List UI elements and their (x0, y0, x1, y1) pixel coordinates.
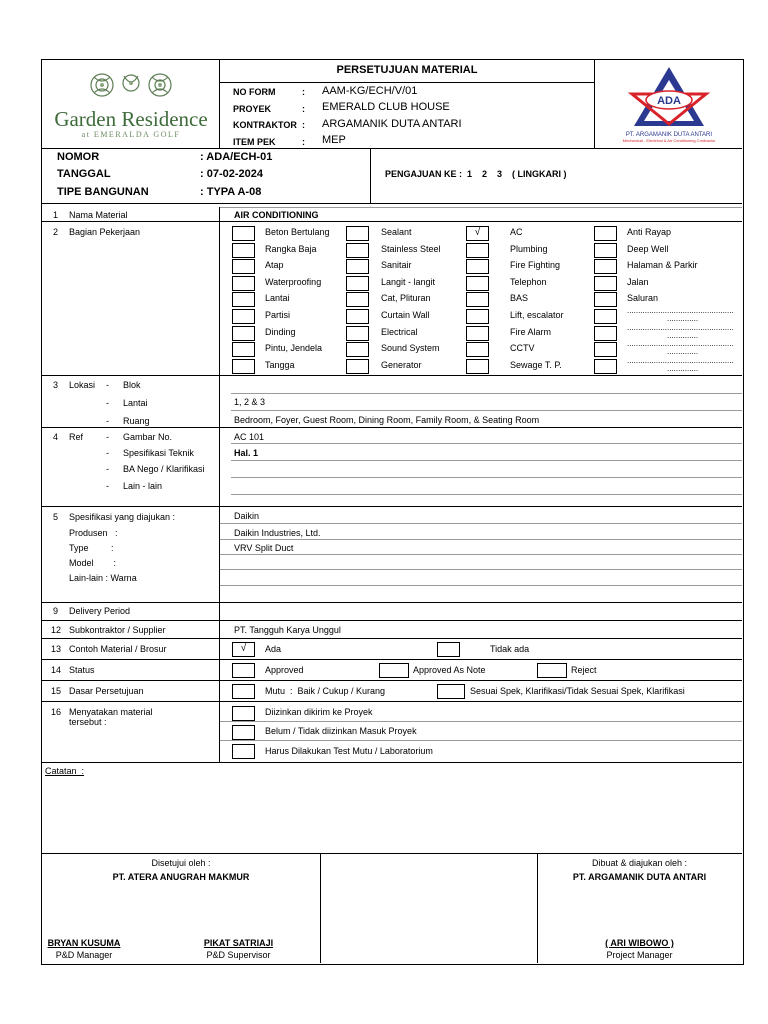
brand-logo (44, 68, 218, 140)
bagian-col4-label-2: Halaman & Parkir (627, 260, 698, 271)
bagian-col2-label-2: Sanitair (381, 260, 412, 271)
bagian-col2-label-4: Cat, Plituran (381, 293, 431, 304)
test-mutu-label: Harus Dilakukan Test Mutu / Laboratorium (265, 746, 433, 756)
approved-as-note-checkbox[interactable] (379, 663, 409, 678)
menyatakan-label: Menyatakan material tersebut : (69, 707, 153, 727)
bagian-col4-label-0: Anti Rayap (627, 227, 672, 237)
row-number: 5 (53, 512, 59, 522)
bagian-col1-checkbox-2[interactable] (232, 259, 255, 274)
field-label: KONTRAKTOR (233, 120, 297, 130)
bagian-col3-label-0: AC (510, 227, 523, 237)
blank-line-dots: .............. (667, 314, 699, 323)
bagian-col4-checkbox-6[interactable] (594, 326, 617, 341)
form-title: PERSETUJUAN MATERIAL (336, 64, 478, 76)
bagian-col2-label-5: Curtain Wall (381, 310, 430, 320)
blank-line-dots: ................................................ (627, 339, 734, 349)
blank-line-dots: ................................................ (627, 322, 734, 332)
field-sep: : (302, 104, 305, 114)
tidak-ada-checkbox[interactable] (437, 642, 460, 657)
spesifikasi-label: Spesifikasi yang diajukan : (69, 512, 176, 522)
kontraktor-value: ARGAMANIK DUTA ANTARI (322, 118, 462, 130)
delivery-label: Delivery Period (69, 606, 131, 616)
lokasi-ruang-label: Ruang (123, 416, 150, 426)
bagian-col3-label-4: BAS (510, 293, 529, 304)
mutu-label: Mutu : Baik / Cukup / Kurang (265, 686, 386, 696)
bagian-col2-checkbox-1[interactable] (346, 243, 369, 258)
disetujui-title: Disetujui oleh : (151, 858, 211, 868)
bagian-col2-label-0: Sealant (381, 227, 412, 237)
blank-line-dots: .............. (667, 363, 699, 373)
bagian-col3-label-1: Plumbing (510, 243, 548, 254)
belum-diizinkan-checkbox[interactable] (232, 725, 255, 740)
bagian-col1-label-0: Beton Bertulang (265, 227, 330, 237)
bagian-col3-checkbox-4[interactable] (466, 292, 489, 307)
row-number: 13 (51, 644, 62, 654)
bagian-col3-checkbox-0[interactable]: √ (466, 226, 489, 241)
field-label: PROYEK (233, 104, 272, 114)
bagian-col4-checkbox-4[interactable] (594, 292, 617, 307)
bagian-col3-checkbox-7[interactable] (466, 342, 489, 357)
diizinkan-checkbox[interactable] (232, 706, 255, 721)
bagian-col2-checkbox-7[interactable] (346, 342, 369, 357)
row-number: 4 (53, 432, 59, 442)
type-value: VRV Split Duct (234, 543, 294, 553)
bagian-col3-label-3: Telephon (510, 276, 547, 287)
belum-diizinkan-label: Belum / Tidak diizinkan Masuk Proyek (265, 726, 417, 736)
approved-label: Approved (265, 665, 304, 675)
bagian-col2-label-1: Stainless Steel (381, 243, 441, 254)
bagian-col3-checkbox-6[interactable] (466, 326, 489, 341)
bagian-col4-label-4: Saluran (627, 293, 659, 304)
bagian-col1-checkbox-7[interactable] (232, 342, 255, 357)
bagian-col4-label-3: Jalan (627, 276, 649, 287)
ref-dash: - (106, 448, 109, 458)
sesuai-spek-label: Sesuai Spek, Klarifikasi/Tidak Sesuai Spek, Klarifikasi (470, 686, 685, 696)
ref-ba-nego-label: BA Nego / Klarifikasi (123, 464, 205, 474)
produsen-label: Produsen : (69, 528, 118, 538)
field-sep: : (302, 137, 305, 147)
item-pek-value: MEP (322, 134, 346, 146)
field-sep: : (302, 120, 305, 130)
blank-line-dots: ................................................ (627, 355, 734, 365)
row-number: 16 (51, 707, 62, 717)
ref-dash: - (106, 481, 109, 491)
ada-triangle-logo-icon (614, 64, 724, 130)
bagian-col1-checkbox-3[interactable] (232, 276, 255, 291)
logo-text: ADA (657, 95, 681, 107)
bagian-col3-label-2: Fire Fighting (510, 260, 561, 271)
bagian-col1-label-7: Pintu, Jendela (265, 343, 323, 354)
leaf-ornament-icon (44, 68, 218, 102)
bagian-col1-label-4: Lantai (265, 293, 290, 304)
model-label: Model : (69, 558, 117, 568)
row-number: 14 (51, 665, 62, 675)
bagian-col3-checkbox-3[interactable] (466, 276, 489, 291)
brand-name: Garden Residence (54, 107, 208, 131)
bagian-col3-checkbox-2[interactable] (466, 259, 489, 274)
row-number: 9 (53, 606, 59, 616)
lokasi-ruang-value: Bedroom, Foyer, Guest Room, Dining Room, Family Room, & Seating Room (234, 415, 540, 425)
tanggal-value: : 07-02-2024 (200, 168, 263, 180)
type-label: Type : (69, 543, 114, 553)
row-number: 3 (53, 380, 59, 390)
bagian-col1-checkbox-5[interactable] (232, 309, 255, 324)
bagian-col3-label-7: CCTV (510, 343, 535, 354)
bagian-col3-label-8: Sewage T. P. (510, 359, 562, 370)
proyek-value: EMERALD CLUB HOUSE (322, 101, 450, 113)
ada-label: Ada (265, 644, 282, 654)
bagian-col3-checkbox-5[interactable] (466, 309, 489, 324)
nomor-label: NOMOR (57, 151, 100, 163)
blank-line-dots: .............. (667, 330, 699, 340)
signatory-1-role: P&D Manager (55, 950, 113, 960)
diizinkan-label: Diizinkan dikirim ke Proyek (265, 707, 373, 717)
bagian-col4-label-1: Deep Well (627, 243, 669, 254)
catatan-area[interactable] (42, 778, 742, 853)
signatory-2-name: PIKAT SATRIAJI (203, 938, 274, 948)
tidak-ada-label: Tidak ada (490, 644, 530, 654)
dibuat-title: Dibuat & diajukan oleh : (591, 858, 688, 868)
ref-gambar-label: Gambar No. (123, 432, 173, 442)
bagian-col2-checkbox-3[interactable] (346, 276, 369, 291)
row-number: 1 (53, 210, 59, 220)
row-number: 12 (51, 625, 62, 635)
tanggal-label: TANGGAL (57, 168, 111, 180)
ref-lain-label: Lain - lain (123, 481, 163, 491)
bagian-col3-checkbox-1[interactable] (466, 243, 489, 258)
produsen-value: Daikin Industries, Ltd. (234, 528, 321, 538)
logo-subcaption: Mechanical - Electrical & Air Conditioning Contractor (622, 138, 716, 143)
bagian-col4-checkbox-0[interactable] (594, 226, 617, 241)
blank-line-dots: .............. (667, 347, 699, 357)
bagian-col1-label-3: Waterproofing (265, 276, 322, 287)
signatory-2-role: P&D Supervisor (206, 950, 271, 960)
brand-value: Daikin (234, 511, 260, 521)
signatory-3-name: ( ARI WIBOWO ) (605, 938, 674, 948)
company-logo (614, 64, 724, 144)
lokasi-lantai-value: 1, 2 & 3 (234, 397, 266, 407)
bagian-col2-checkbox-6[interactable] (346, 326, 369, 341)
bagian-col2-label-7: Sound System (381, 343, 440, 354)
supplier-value: PT. Tangguh Karya Unggul (234, 625, 341, 635)
bagian-col1-checkbox-1[interactable] (232, 243, 255, 258)
lokasi-dash: - (106, 380, 109, 390)
ref-dash: - (106, 464, 109, 474)
bagian-col4-checkbox-5[interactable] (594, 309, 617, 324)
sesuai-spek-checkbox[interactable] (437, 684, 465, 699)
bagian-col4-checkbox-3[interactable] (594, 276, 617, 291)
bagian-col3-label-5: Lift, escalator (510, 310, 564, 320)
bagian-col1-label-6: Dinding (265, 326, 296, 337)
bagian-col1-label-8: Tangga (265, 359, 295, 370)
reject-label: Reject (571, 665, 597, 675)
lokasi-label: Lokasi (69, 380, 96, 390)
nama-material-label: Nama Material (69, 210, 128, 220)
approved-checkbox[interactable] (232, 663, 255, 678)
lokasi-blok-label: Blok (123, 380, 141, 390)
pengajuan-ke: PENGAJUAN KE : 1 2 3 ( LINGKARI ) (385, 169, 567, 179)
supplier-label: Subkontraktor / Supplier (69, 625, 166, 635)
bagian-col2-label-6: Electrical (381, 326, 418, 337)
lokasi-dash: - (106, 398, 109, 408)
ref-spesifikasi-value: Hal. 1 (234, 448, 259, 458)
ref-spesifikasi-label: Spesifikasi Teknik (123, 448, 194, 458)
catatan-label: Catatan : (45, 766, 85, 776)
lokasi-lantai-label: Lantai (123, 398, 148, 408)
bagian-col2-label-3: Langit - langit (381, 276, 436, 287)
field-label: ITEM PEK (233, 137, 276, 147)
ref-dash: - (106, 432, 109, 442)
dibuat-company: PT. ARGAMANIK DUTA ANTARI (572, 872, 707, 882)
bagian-col3-label-6: Fire Alarm (510, 326, 552, 337)
approved-as-note-label: Approved As Note (413, 665, 486, 675)
bagian-col2-checkbox-0[interactable] (346, 226, 369, 241)
dasar-label: Dasar Persetujuan (69, 686, 144, 696)
bagian-col2-checkbox-2[interactable] (346, 259, 369, 274)
bagian-col1-checkbox-4[interactable] (232, 292, 255, 307)
bagian-col1-checkbox-0[interactable] (232, 226, 255, 241)
nomor-value: : ADA/ECH-01 (200, 151, 273, 163)
bagian-col1-label-1: Rangka Baja (265, 243, 317, 254)
bagian-col4-checkbox-2[interactable] (594, 259, 617, 274)
bagian-col4-checkbox-7[interactable] (594, 342, 617, 357)
brand-subtitle: at EMERALDA GOLF (81, 130, 181, 139)
ada-checkbox[interactable]: √ (232, 642, 255, 657)
bagian-col2-checkbox-5[interactable] (346, 309, 369, 324)
bagian-col4-checkbox-1[interactable] (594, 243, 617, 258)
row-number: 2 (53, 227, 59, 237)
reject-checkbox[interactable] (537, 663, 567, 678)
bagian-col1-label-2: Atap (265, 260, 284, 271)
ref-gambar-value: AC 101 (234, 432, 265, 442)
lokasi-dash: - (106, 416, 109, 426)
bagian-col1-label-5: Partisi (265, 310, 291, 320)
field-label: NO FORM (233, 87, 276, 97)
status-label: Status (69, 665, 95, 675)
bagian-col2-checkbox-4[interactable] (346, 292, 369, 307)
mutu-checkbox[interactable] (232, 684, 255, 699)
bagian-col1-checkbox-6[interactable] (232, 326, 255, 341)
bagian-col4-checkbox-8[interactable] (594, 359, 617, 374)
signatory-1-name: BRYAN KUSUMA (47, 938, 121, 948)
tipe-value: : TYPA A-08 (200, 186, 262, 198)
bagian-col1-checkbox-8[interactable] (232, 359, 255, 374)
contoh-label: Contoh Material / Brosur (69, 644, 167, 654)
tipe-label: TIPE BANGUNAN (57, 186, 149, 198)
signatory-3-role: Project Manager (606, 950, 673, 960)
disetujui-company: PT. ATERA ANUGRAH MAKMUR (112, 872, 250, 882)
bagian-col2-checkbox-8[interactable] (346, 359, 369, 374)
no-form-value: AAM-KG/ECH/V/01 (322, 85, 418, 97)
field-sep: : (302, 87, 305, 97)
warna-label: Lain-lain : Warna (69, 573, 137, 583)
nama-material-value: AIR CONDITIONING (234, 210, 319, 220)
ref-label: Ref (69, 432, 84, 442)
blank-line-dots: ................................................ (627, 306, 734, 315)
test-mutu-checkbox[interactable] (232, 744, 255, 759)
row-number: 15 (51, 686, 62, 696)
bagian-col3-checkbox-8[interactable] (466, 359, 489, 374)
bagian-col2-label-8: Generator (381, 359, 422, 370)
bagian-pekerjaan-label: Bagian Pekerjaan (69, 227, 141, 237)
logo-caption: PT. ARGAMANIK DUTA ANTARI (625, 132, 713, 138)
